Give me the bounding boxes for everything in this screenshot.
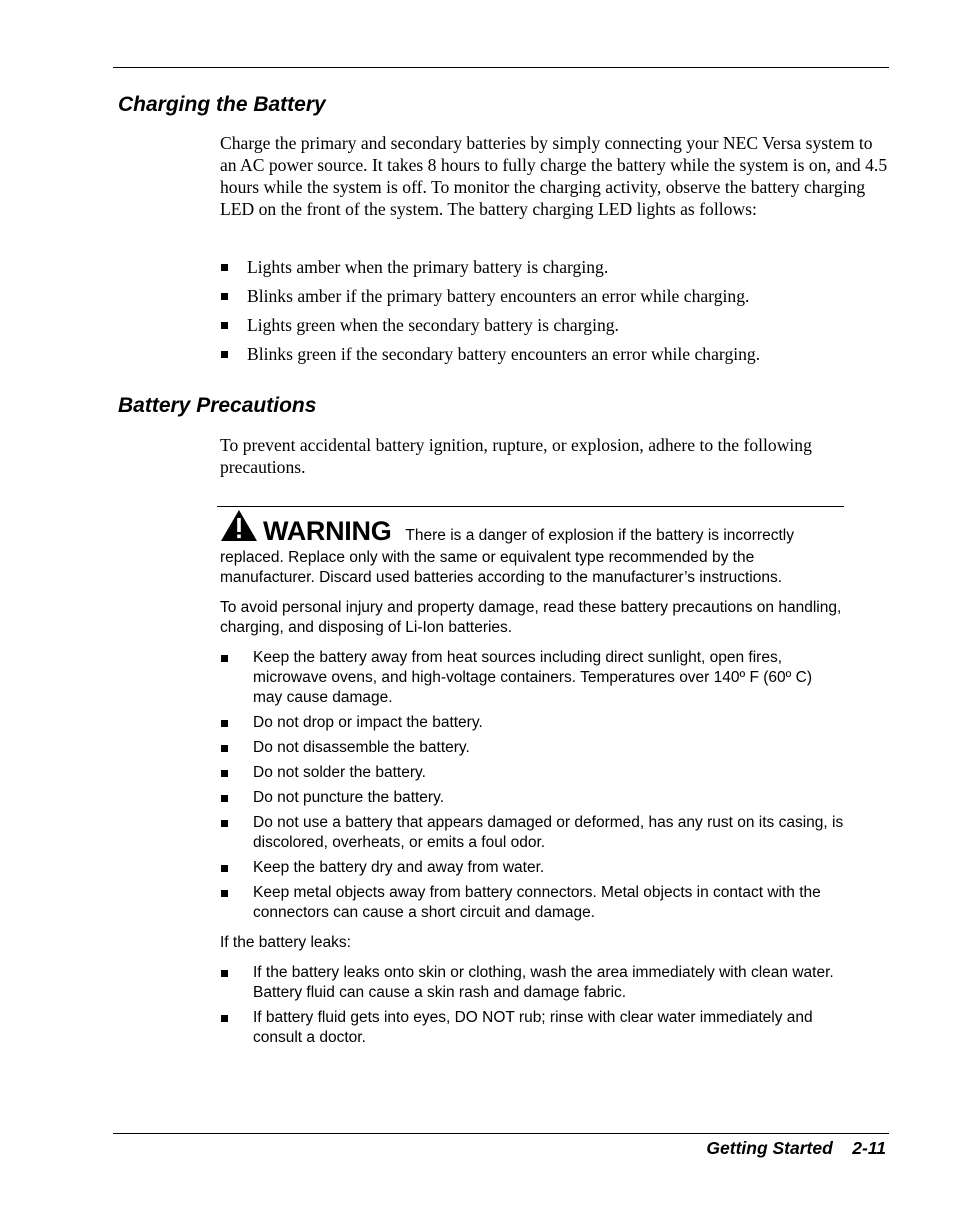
list-item: Lights green when the secondary battery is charging. (220, 314, 890, 336)
bullet-square-icon (221, 655, 228, 662)
list-item: If battery fluid gets into eyes, DO NOT rub; rinse with clear water immediately and consult a doctor. (220, 1008, 845, 1048)
warning-top-rule (217, 506, 844, 507)
footer-rule (113, 1133, 889, 1134)
list-item: Do not solder the battery. (220, 763, 845, 783)
leak-intro: If the battery leaks: (220, 934, 351, 951)
header-rule (113, 67, 889, 68)
list-item: Do not disassemble the battery. (220, 738, 845, 758)
list-item: Blinks green if the secondary battery encounters an error while charging. (220, 343, 890, 365)
bullet-square-icon (221, 745, 228, 752)
page-footer (706, 1137, 886, 1159)
charging-paragraph: Charge the primary and secondary batteries by simply connecting your NEC Versa system to an AC power source. It takes 8 hours to fully charge the battery while the system is on, and 4.5 hours while the system is off. To monitor the charging activity, observe the battery charging LED on the front of the system. The battery charging LED lights as follows: (220, 133, 888, 219)
list-item: Blinks amber if the primary battery encounters an error while charging. (220, 285, 890, 307)
bullet-square-icon (221, 293, 228, 300)
footer-chapter: Getting Started (706, 1138, 833, 1158)
bullet-square-icon (221, 770, 228, 777)
list-item: Keep the battery dry and away from water. (220, 858, 845, 878)
footer-page-number: 2-11 (852, 1138, 886, 1158)
bullet-square-icon (221, 795, 228, 802)
section-heading-precautions: Battery Precautions (118, 394, 317, 417)
leak-list (220, 963, 845, 1048)
precautions-paragraph: To prevent accidental battery ignition, rupture, or explosion, adhere to the following precautions. (220, 435, 812, 477)
list-item: Lights amber when the primary battery is charging. (220, 256, 890, 278)
bullet-square-icon (221, 890, 228, 897)
list-item: If the battery leaks onto skin or clothing, wash the area immediately with clean water. Battery fluid can cause a skin rash and damage fabric. (220, 963, 845, 1003)
warning-text: There is a danger of explosion if the battery is incorrectly replaced. Replace only with the same or equivalent type recommended by the manufacturer. Discard used batteries according to the manufacturer’s instructions. (220, 527, 794, 586)
bullet-square-icon (221, 351, 228, 358)
bullet-square-icon (221, 720, 228, 727)
warning-statement (220, 509, 845, 588)
bullet-square-icon (221, 970, 228, 977)
precautions-list (220, 648, 845, 923)
section-heading-charging: Charging the Battery (118, 93, 326, 116)
bullet-square-icon (221, 264, 228, 271)
warning-label: WARNING (263, 516, 392, 546)
bullet-square-icon (221, 865, 228, 872)
warning-block (220, 509, 845, 1053)
list-item: Keep the battery away from heat sources including direct sunlight, open fires, microwave ovens, and high-voltage containers. Temperatures over 140º F (60º C) may cause damage. (220, 648, 845, 708)
list-item: Do not puncture the battery. (220, 788, 845, 808)
bullet-square-icon (221, 820, 228, 827)
bullet-square-icon (221, 322, 228, 329)
warning-triangle-icon (220, 509, 258, 548)
charging-led-list (220, 256, 890, 372)
precautions-intro: To avoid personal injury and property damage, read these battery precautions on handling, charging, and disposing of Li-Ion batteries. (220, 599, 842, 636)
list-item: Do not use a battery that appears damaged or deformed, has any rust on its casing, is discolored, overheats, or emits a foul odor. (220, 813, 845, 853)
list-item: Keep metal objects away from battery connectors. Metal objects in contact with the connectors can cause a short circuit and damage. (220, 883, 845, 923)
list-item: Do not drop or impact the battery. (220, 713, 845, 733)
bullet-square-icon (221, 1015, 228, 1022)
